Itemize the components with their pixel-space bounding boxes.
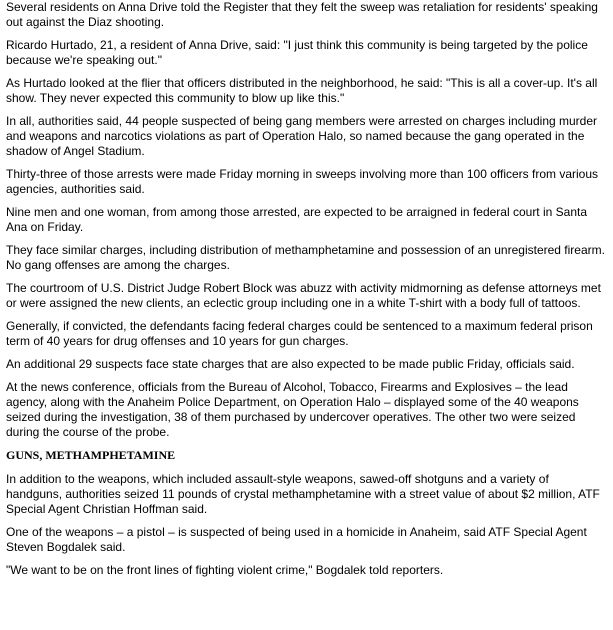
paragraph-cover-up-quote: As Hurtado looked at the flier that officers distributed in the neighborhood, he said: "This is all a cover-up. It's all show. They never expected this community to blow up like this." [6,76,598,105]
paragraph-news-conference: At the news conference, officials from the Bureau of Alcohol, Tobacco, Firearms and Explosives – the lead agency, along with the Anaheim Police Department, on Operation Halo – displayed some of the 40 weapons seized during the investigation, 38 of them purchased by undercover operatives. The other two were seized during the course of the probe. [6,380,579,439]
paragraph-charges: They face similar charges, including distribution of methamphetamine and possession of an unregistered firearm. No gang offenses are among the charges. [6,243,605,272]
paragraph-arraignment: Nine men and one woman, from among those arrested, are expected to be arraigned in federal court in Santa Ana on Friday. [6,205,588,234]
paragraph-weapons-seized: In addition to the weapons, which included assault-style weapons, sawed-off shotguns and a variety of handguns, authorities seized 11 pounds of crystal methamphetamine with a street value of about $2 million, ATF Special Agent Christian Hoffman said. [6,472,600,516]
article-body [6,0,606,586]
paragraph-friday-arrests: Thirty-three of those arrests were made Friday morning in sweeps involving more than 100 officers from various agencies, authorities said. [6,167,599,196]
paragraph-courtroom: The courtroom of U.S. District Judge Robert Block was abuzz with activity midmorning as defense attorneys met or were assigned the new clients, an eclectic group including one in a white T-shirt with a body full of tattoos. [6,281,601,310]
paragraph-sentencing: Generally, if convicted, the defendants facing federal charges could be sentenced to a maximum federal prison term of 40 years for drug offenses and 10 years for gun charges. [6,319,593,348]
section-subhead: GUNS, METHAMPHETAMINE [6,448,176,462]
paragraph-operation-halo: In all, authorities said, 44 people suspected of being gang members were arrested on charges including murder and weapons and narcotics violations as part of Operation Halo, so named because the gang operated in the shadow of Angel Stadium. [6,114,598,158]
paragraph-pistol-homicide: One of the weapons – a pistol – is suspected of being used in a homicide in Anaheim, said ATF Special Agent Steven Bogdalek said. [6,525,587,554]
paragraph-state-charges: An additional 29 suspects face state charges that are also expected to be made public Friday, officials said. [6,357,575,371]
paragraph-hurtado-quote: Ricardo Hurtado, 21, a resident of Anna Drive, said: "I just think this community is being targeted by the police because we're speaking out." [6,38,588,67]
paragraph-residents-retaliation: Several residents on Anna Drive told the Register that they felt the sweep was retaliation for residents' speaking out against the Diaz shooting. [6,0,598,29]
paragraph-bogdalek-quote: "We want to be on the front lines of fighting violent crime," Bogdalek told reporters. [6,563,444,577]
